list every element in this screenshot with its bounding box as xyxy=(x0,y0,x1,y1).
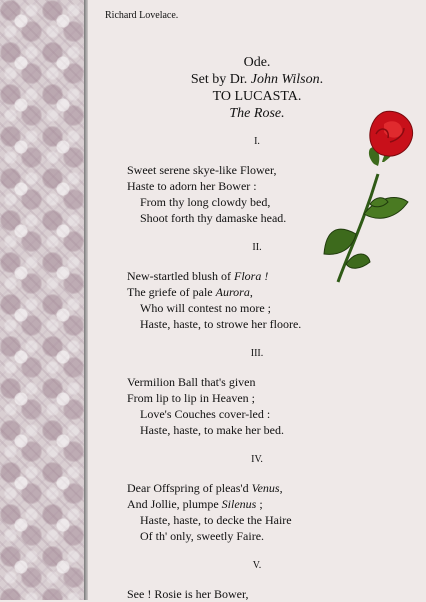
verse-line: The griefe of pale Aurora, xyxy=(127,285,253,299)
verse-line: Haste, haste, to strowe her floore. xyxy=(140,317,302,331)
verse-line: And Jollie, plumpe Silenus ; xyxy=(127,497,263,511)
author-name: Richard Lovelace. xyxy=(105,10,179,21)
stanza-number: I. xyxy=(254,136,260,147)
poem-subtitle: The Rose. xyxy=(229,106,285,121)
decorative-border xyxy=(0,0,84,600)
verse-line: Love's Couches cover-led : xyxy=(140,407,271,421)
verse-line: Of th' only, sweetly Faire. xyxy=(140,529,265,543)
verse-line: Who will contest no more ; xyxy=(140,301,271,315)
verse-line: New-startled blush of Flora ! xyxy=(127,269,269,283)
stanza xyxy=(127,162,286,226)
set-by-line: Set by Dr. John Wilson. xyxy=(190,72,324,87)
verse-line: Haste, haste, to decke the Haire xyxy=(140,513,292,527)
stanza xyxy=(127,268,301,332)
stanza-number: IV. xyxy=(251,454,263,465)
verse-line: Dear Offspring of pleas'd Venus, xyxy=(127,481,283,495)
verse-line: Shoot forth thy damaske head. xyxy=(140,211,287,225)
verse-line: From lip to lip in Heaven ; xyxy=(127,391,255,405)
verse-line: Haste, haste, to make her bed. xyxy=(140,423,284,437)
verse-line: Sweet serene skye-like Flower, xyxy=(127,163,277,177)
stanza-number: II. xyxy=(252,242,262,253)
verse-line: From thy long clowdy bed, xyxy=(140,195,271,209)
stanza xyxy=(127,374,284,438)
verse-line: Haste to adorn her Bower : xyxy=(127,179,257,193)
verse-line: Vermilion Ball that's given xyxy=(127,375,256,389)
stanza-number: III. xyxy=(250,348,264,359)
ode-title: Ode. xyxy=(243,55,271,70)
stanza-number: V. xyxy=(252,560,262,571)
poem-title: TO LUCASTA. xyxy=(212,89,302,104)
rose-icon xyxy=(318,104,426,292)
verse-line: See ! Rosie is her Bower, xyxy=(127,587,249,601)
stanza xyxy=(127,480,292,544)
